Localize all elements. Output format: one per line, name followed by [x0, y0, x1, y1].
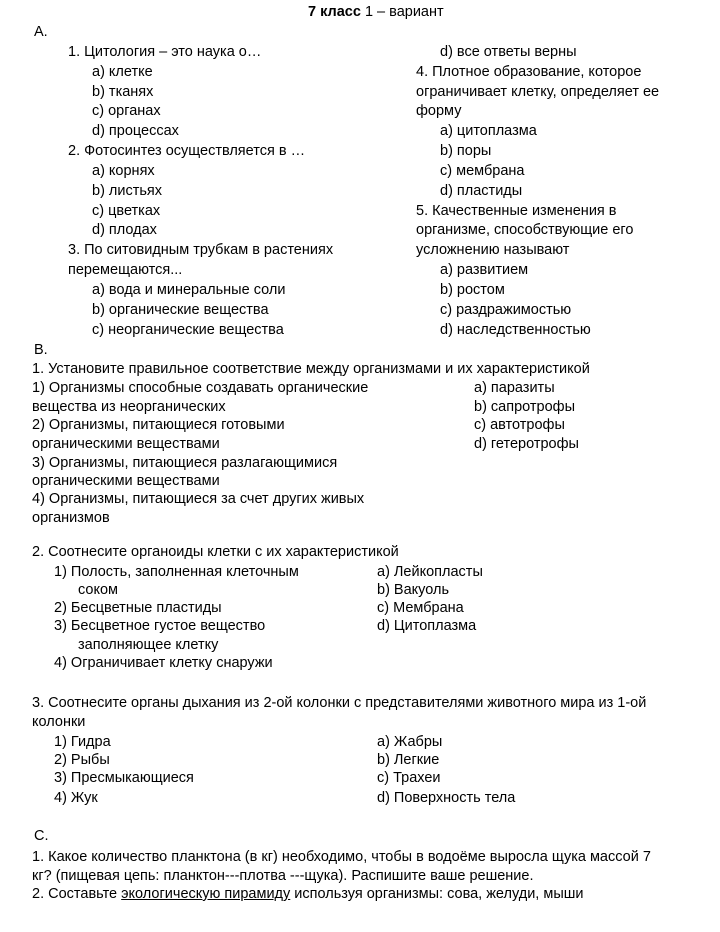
b-q1-left-item: 1) Организмы способные создавать органические — [32, 380, 369, 396]
a-q5-option: a) развитием — [440, 262, 529, 278]
b-q1-right-item: c) автотрофы — [474, 417, 565, 433]
c-q1-text: кг? (пищевая цепь: планктон---плотва ---щука). Распишите ваше решение. — [32, 868, 534, 884]
b-q2-left-item: 3) Бесцветное густое вещество — [54, 618, 266, 634]
a-q5-text: 5. Качественные изменения в — [416, 203, 617, 219]
c-q2-underlined: экологическую пирамиду — [121, 886, 291, 902]
b-q1-right-item: a) паразиты — [474, 380, 555, 396]
a-q2-text: 2. Фотосинтез осуществляется в … — [68, 143, 306, 159]
a-q5-option: c) раздражимостью — [440, 302, 572, 318]
b-q3-right-item: d) Поверхность тела — [377, 790, 516, 806]
a-q3-option: d) все ответы верны — [440, 44, 577, 60]
a-q5-text: организме, способствующие его — [416, 222, 634, 238]
a-q1-option: c) органах — [92, 103, 161, 119]
b-q3-left-item: 4) Жук — [54, 790, 98, 806]
c-q1-text: 1. Какое количество планктона (в кг) необходимо, чтобы в водоёме выросла щука массой 7 — [32, 849, 651, 865]
a-q3-option: b) органические вещества — [92, 302, 269, 318]
b-q3-left-item: 1) Гидра — [54, 734, 111, 750]
a-q4-text: ограничивает клетку, определяет ее — [416, 84, 660, 100]
b-q2-left-item: 1) Полость, заполненная клеточным — [54, 564, 299, 580]
b-q3-left-item: 3) Пресмыкающиеся — [54, 770, 194, 786]
a-q1-text: 1. Цитология – это наука о… — [68, 44, 262, 60]
a-q4-text: форму — [416, 103, 462, 119]
c-q2-text — [32, 885, 583, 903]
b-q2-text: 2. Соотнесите органоиды клетки с их характеристикой — [32, 544, 399, 560]
b-q1-right-item: d) гетеротрофы — [474, 436, 579, 452]
a-q2-option: b) листьях — [92, 183, 163, 199]
section-c-label: С. — [34, 828, 49, 844]
a-q4-option: a) цитоплазма — [440, 123, 537, 139]
a-q1-option: b) тканях — [92, 84, 154, 100]
b-q1-left-item: 4) Организмы, питающиеся за счет других живых — [32, 491, 365, 507]
section-b-label: В. — [34, 342, 48, 358]
b-q1-left-item: органическими веществами — [32, 436, 220, 452]
a-q4-text: 4. Плотное образование, которое — [416, 64, 642, 80]
b-q2-right-item: c) Мембрана — [377, 600, 464, 616]
page-title — [308, 3, 444, 21]
b-q1-left-item: организмов — [32, 510, 110, 526]
a-q3-text: перемещаются... — [68, 262, 183, 278]
b-q3-right-item: c) Трахеи — [377, 770, 441, 786]
title-rest: 1 – вариант — [360, 4, 444, 20]
a-q3-option: c) неорганические вещества — [92, 322, 284, 338]
a-q3-text: 3. По ситовидным трубкам в растениях — [68, 242, 334, 258]
b-q1-text: 1. Установите правильное соответствие между организмами и их характеристикой — [32, 361, 590, 377]
a-q2-option: c) цветках — [92, 203, 161, 219]
title-bold: 7 класс — [308, 4, 361, 20]
a-q2-option: a) корнях — [92, 163, 155, 179]
b-q3-right-item: a) Жабры — [377, 734, 443, 750]
b-q2-left-item: заполняющее клетку — [78, 637, 219, 653]
b-q2-left-item: соком — [78, 582, 119, 598]
a-q4-option: d) пластиды — [440, 183, 523, 199]
a-q4-option: c) мембрана — [440, 163, 525, 179]
section-a-label: А. — [34, 24, 48, 40]
a-q2-option: d) плодах — [92, 222, 157, 238]
a-q5-text: усложнению называют — [416, 242, 570, 258]
a-q4-option: b) поры — [440, 143, 492, 159]
c-q2-post: используя организмы: сова, желуди, мыши — [290, 886, 584, 902]
a-q5-option: b) ростом — [440, 282, 505, 298]
a-q1-option: a) клетке — [92, 64, 153, 80]
b-q2-left-item: 2) Бесцветные пластиды — [54, 600, 222, 616]
c-q2-pre: 2. Составьте — [32, 886, 122, 902]
b-q2-right-item: d) Цитоплазма — [377, 618, 477, 634]
a-q1-option: d) процессах — [92, 123, 179, 139]
b-q1-left-item: органическими веществами — [32, 473, 220, 489]
b-q3-left-item: 2) Рыбы — [54, 752, 110, 768]
a-q5-option: d) наследственностью — [440, 322, 591, 338]
b-q2-left-item: 4) Ограничивает клетку снаружи — [54, 655, 273, 671]
b-q1-left-item: вещества из неорганических — [32, 399, 226, 415]
b-q1-right-item: b) сапротрофы — [474, 399, 576, 415]
a-q3-option: a) вода и минеральные соли — [92, 282, 286, 298]
b-q3-text: 3. Соотнесите органы дыхания из 2-ой колонки с представителями животного мира из 1-ой — [32, 695, 647, 711]
b-q3-right-item: b) Легкие — [377, 752, 440, 768]
b-q1-left-item: 2) Организмы, питающиеся готовыми — [32, 417, 285, 433]
b-q2-right-item: b) Вакуоль — [377, 582, 449, 598]
b-q3-text: колонки — [32, 714, 86, 730]
b-q1-left-item: 3) Организмы, питающиеся разлагающимися — [32, 455, 338, 471]
b-q2-right-item: a) Лейкопласты — [377, 564, 483, 580]
